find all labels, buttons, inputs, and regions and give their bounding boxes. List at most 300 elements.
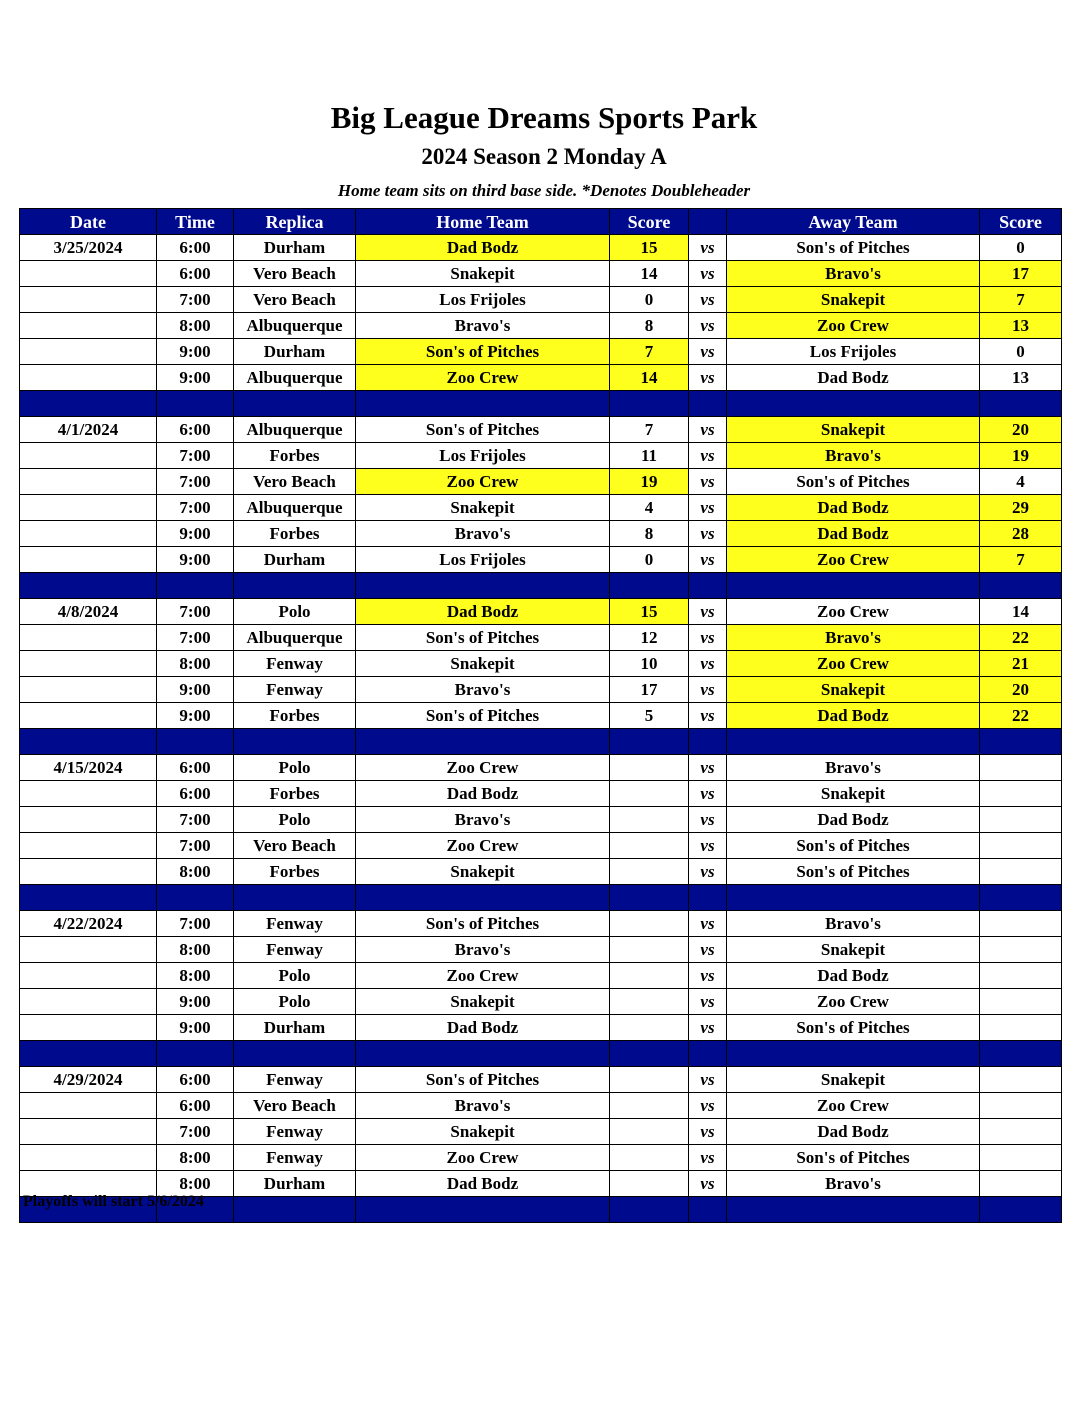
away-team: Bravo's: [727, 261, 980, 287]
home-score: 14: [610, 261, 689, 287]
game-row: [20, 1119, 1062, 1145]
game-date: [20, 703, 157, 729]
vs-label: vs: [689, 261, 727, 287]
game-field: Fenway: [234, 1067, 356, 1093]
game-date: [20, 781, 157, 807]
game-field: Fenway: [234, 1119, 356, 1145]
away-team: Son's of Pitches: [727, 833, 980, 859]
week-separator: [20, 885, 1062, 911]
game-date: [20, 677, 157, 703]
vs-label: vs: [689, 963, 727, 989]
playoffs-note: Playoffs will start 5/6/2024: [23, 1193, 204, 1210]
away-team: Snakepit: [727, 1067, 980, 1093]
game-row: [20, 911, 1062, 937]
home-score: [610, 755, 689, 781]
col-home-score-header: Score: [610, 209, 689, 235]
home-score: 7: [610, 417, 689, 443]
home-team: Zoo Crew: [356, 755, 610, 781]
game-date: [20, 807, 157, 833]
game-date: 4/22/2024: [20, 911, 157, 937]
away-score: 22: [980, 703, 1062, 729]
game-time: 8:00: [157, 859, 234, 885]
game-field: Vero Beach: [234, 261, 356, 287]
game-date: [20, 963, 157, 989]
separator-cell: [20, 573, 157, 599]
separator-cell: [727, 573, 980, 599]
game-time: 6:00: [157, 755, 234, 781]
home-score: 12: [610, 625, 689, 651]
game-field: Fenway: [234, 937, 356, 963]
game-field: Durham: [234, 339, 356, 365]
away-team: Dad Bodz: [727, 1119, 980, 1145]
away-score: 28: [980, 521, 1062, 547]
home-score: 4: [610, 495, 689, 521]
schedule-table: [19, 208, 1062, 1223]
home-team: Dad Bodz: [356, 1015, 610, 1041]
away-score: [980, 1145, 1062, 1171]
game-row: [20, 469, 1062, 495]
away-team: Dad Bodz: [727, 963, 980, 989]
separator-cell: [20, 391, 157, 417]
away-team: Bravo's: [727, 443, 980, 469]
away-score: [980, 781, 1062, 807]
home-score: [610, 937, 689, 963]
vs-label: vs: [689, 677, 727, 703]
away-team: Son's of Pitches: [727, 469, 980, 495]
separator-cell: [234, 1197, 356, 1223]
away-team: Snakepit: [727, 937, 980, 963]
away-team: Dad Bodz: [727, 521, 980, 547]
home-score: 11: [610, 443, 689, 469]
vs-label: vs: [689, 313, 727, 339]
away-team: Dad Bodz: [727, 703, 980, 729]
col-away-score-header: Score: [980, 209, 1062, 235]
away-team: Zoo Crew: [727, 989, 980, 1015]
game-time: 8:00: [157, 313, 234, 339]
home-team: Los Frijoles: [356, 287, 610, 313]
away-score: [980, 911, 1062, 937]
away-score: [980, 807, 1062, 833]
vs-label: vs: [689, 547, 727, 573]
separator-cell: [727, 1197, 980, 1223]
game-field: Albuquerque: [234, 365, 356, 391]
col-home-team-header: Home Team: [356, 209, 610, 235]
game-date: 4/8/2024: [20, 599, 157, 625]
home-score: 15: [610, 235, 689, 261]
home-score: 8: [610, 313, 689, 339]
game-field: Polo: [234, 963, 356, 989]
game-time: 9:00: [157, 521, 234, 547]
separator-cell: [689, 885, 727, 911]
page-title: Big League Dreams Sports Park: [330, 100, 758, 135]
vs-label: vs: [689, 1119, 727, 1145]
away-score: 0: [980, 339, 1062, 365]
away-team: Son's of Pitches: [727, 1015, 980, 1041]
away-score: 20: [980, 417, 1062, 443]
game-field: Polo: [234, 599, 356, 625]
home-score: 0: [610, 287, 689, 313]
away-team: Zoo Crew: [727, 599, 980, 625]
game-date: [20, 313, 157, 339]
game-date: [20, 443, 157, 469]
home-team: Dad Bodz: [356, 235, 610, 261]
game-row: [20, 755, 1062, 781]
game-field: Albuquerque: [234, 495, 356, 521]
game-time: 7:00: [157, 911, 234, 937]
separator-cell: [356, 1197, 610, 1223]
separator-cell: [234, 391, 356, 417]
away-team: Zoo Crew: [727, 651, 980, 677]
game-date: [20, 365, 157, 391]
home-score: 7: [610, 339, 689, 365]
home-team: Snakepit: [356, 495, 610, 521]
vs-label: vs: [689, 599, 727, 625]
game-field: Durham: [234, 547, 356, 573]
game-date: [20, 859, 157, 885]
home-team: Snakepit: [356, 1119, 610, 1145]
header-row: [20, 209, 1062, 235]
game-row: [20, 781, 1062, 807]
separator-cell: [157, 1041, 234, 1067]
game-row: [20, 365, 1062, 391]
game-time: 6:00: [157, 261, 234, 287]
game-row: [20, 989, 1062, 1015]
separator-cell: [980, 1197, 1062, 1223]
home-score: 0: [610, 547, 689, 573]
game-row: [20, 963, 1062, 989]
game-date: [20, 521, 157, 547]
separator-cell: [980, 1041, 1062, 1067]
game-row: [20, 287, 1062, 313]
game-row: [20, 495, 1062, 521]
home-score: [610, 1015, 689, 1041]
game-row: [20, 1067, 1062, 1093]
game-field: Fenway: [234, 651, 356, 677]
vs-label: vs: [689, 703, 727, 729]
vs-label: vs: [689, 1171, 727, 1197]
game-date: [20, 1119, 157, 1145]
game-field: Durham: [234, 1171, 356, 1197]
vs-label: vs: [689, 807, 727, 833]
game-row: [20, 417, 1062, 443]
game-time: 9:00: [157, 365, 234, 391]
col-replica-header: Replica: [234, 209, 356, 235]
vs-label: vs: [689, 1145, 727, 1171]
game-row: [20, 625, 1062, 651]
away-team: Dad Bodz: [727, 495, 980, 521]
away-team: Son's of Pitches: [727, 859, 980, 885]
separator-cell: [356, 573, 610, 599]
vs-label: vs: [689, 365, 727, 391]
game-date: [20, 833, 157, 859]
separator-cell: [727, 885, 980, 911]
game-row: [20, 313, 1062, 339]
vs-label: vs: [689, 469, 727, 495]
home-score: [610, 1171, 689, 1197]
game-row: [20, 937, 1062, 963]
away-score: 19: [980, 443, 1062, 469]
home-score: [610, 1119, 689, 1145]
home-team: Son's of Pitches: [356, 1067, 610, 1093]
away-score: [980, 833, 1062, 859]
home-score: [610, 963, 689, 989]
game-field: Fenway: [234, 1145, 356, 1171]
vs-label: vs: [689, 859, 727, 885]
away-team: Dad Bodz: [727, 365, 980, 391]
game-time: 9:00: [157, 547, 234, 573]
home-team: Zoo Crew: [356, 1145, 610, 1171]
game-time: 7:00: [157, 1119, 234, 1145]
home-score: [610, 1067, 689, 1093]
home-team: Snakepit: [356, 989, 610, 1015]
away-score: [980, 1015, 1062, 1041]
separator-cell: [610, 391, 689, 417]
game-row: [20, 1093, 1062, 1119]
away-score: [980, 989, 1062, 1015]
game-date: [20, 469, 157, 495]
home-score: 10: [610, 651, 689, 677]
game-date: 4/1/2024: [20, 417, 157, 443]
game-date: 4/29/2024: [20, 1067, 157, 1093]
away-score: 17: [980, 261, 1062, 287]
away-team: Snakepit: [727, 417, 980, 443]
game-date: [20, 547, 157, 573]
game-date: [20, 1093, 157, 1119]
game-field: Vero Beach: [234, 1093, 356, 1119]
home-team: Bravo's: [356, 313, 610, 339]
away-team: Zoo Crew: [727, 1093, 980, 1119]
away-team: Zoo Crew: [727, 547, 980, 573]
away-score: [980, 963, 1062, 989]
away-score: 20: [980, 677, 1062, 703]
game-date: [20, 937, 157, 963]
separator-cell: [20, 729, 157, 755]
separator-cell: [20, 1041, 157, 1067]
separator-cell: [234, 885, 356, 911]
game-date: [20, 989, 157, 1015]
game-field: Polo: [234, 755, 356, 781]
home-team: Son's of Pitches: [356, 417, 610, 443]
game-time: 6:00: [157, 1093, 234, 1119]
home-score: 19: [610, 469, 689, 495]
vs-label: vs: [689, 937, 727, 963]
away-score: 29: [980, 495, 1062, 521]
away-score: 4: [980, 469, 1062, 495]
game-field: Forbes: [234, 443, 356, 469]
home-score: [610, 833, 689, 859]
away-score: 14: [980, 599, 1062, 625]
game-time: 7:00: [157, 443, 234, 469]
home-team: Dad Bodz: [356, 1171, 610, 1197]
game-time: 7:00: [157, 807, 234, 833]
game-field: Durham: [234, 1015, 356, 1041]
away-score: [980, 1093, 1062, 1119]
vs-label: vs: [689, 833, 727, 859]
away-team: Son's of Pitches: [727, 1145, 980, 1171]
game-time: 7:00: [157, 599, 234, 625]
game-row: [20, 703, 1062, 729]
separator-cell: [20, 885, 157, 911]
home-team: Bravo's: [356, 807, 610, 833]
home-team: Bravo's: [356, 521, 610, 547]
home-team: Son's of Pitches: [356, 339, 610, 365]
away-score: [980, 859, 1062, 885]
home-team: Bravo's: [356, 677, 610, 703]
away-score: 7: [980, 287, 1062, 313]
game-date: [20, 339, 157, 365]
separator-cell: [356, 729, 610, 755]
vs-label: vs: [689, 651, 727, 677]
game-time: 8:00: [157, 651, 234, 677]
game-field: Fenway: [234, 677, 356, 703]
away-team: Dad Bodz: [727, 807, 980, 833]
home-team: Dad Bodz: [356, 781, 610, 807]
game-row: [20, 677, 1062, 703]
away-team: Bravo's: [727, 911, 980, 937]
game-field: Albuquerque: [234, 417, 356, 443]
home-team: Snakepit: [356, 651, 610, 677]
separator-cell: [157, 729, 234, 755]
game-date: [20, 1015, 157, 1041]
game-time: 6:00: [157, 417, 234, 443]
col-date-header: Date: [20, 209, 157, 235]
away-score: [980, 1119, 1062, 1145]
home-team: Zoo Crew: [356, 963, 610, 989]
game-field: Forbes: [234, 703, 356, 729]
game-time: 7:00: [157, 833, 234, 859]
vs-label: vs: [689, 417, 727, 443]
vs-label: vs: [689, 1093, 727, 1119]
game-time: 9:00: [157, 703, 234, 729]
home-team: Bravo's: [356, 937, 610, 963]
game-time: 7:00: [157, 287, 234, 313]
separator-cell: [689, 573, 727, 599]
game-row: [20, 859, 1062, 885]
week-separator: [20, 573, 1062, 599]
game-row: [20, 261, 1062, 287]
away-team: Son's of Pitches: [727, 235, 980, 261]
separator-cell: [356, 885, 610, 911]
separator-cell: [727, 729, 980, 755]
home-team: Son's of Pitches: [356, 911, 610, 937]
game-field: Albuquerque: [234, 625, 356, 651]
away-score: 13: [980, 365, 1062, 391]
separator-cell: [980, 729, 1062, 755]
separator-cell: [610, 729, 689, 755]
game-date: [20, 495, 157, 521]
home-score: [610, 989, 689, 1015]
week-separator: [20, 391, 1062, 417]
season-subtitle: 2024 Season 2 Monday A: [421, 144, 667, 169]
home-score: 17: [610, 677, 689, 703]
vs-label: vs: [689, 495, 727, 521]
game-field: Vero Beach: [234, 287, 356, 313]
game-time: 9:00: [157, 677, 234, 703]
home-team: Son's of Pitches: [356, 625, 610, 651]
home-team-note: Home team sits on third base side. *Denotes Doubleheader: [337, 181, 751, 200]
home-score: 8: [610, 521, 689, 547]
home-team: Snakepit: [356, 859, 610, 885]
game-row: [20, 547, 1062, 573]
away-score: [980, 937, 1062, 963]
vs-label: vs: [689, 287, 727, 313]
game-time: 7:00: [157, 469, 234, 495]
game-time: 8:00: [157, 1171, 234, 1197]
home-team: Los Frijoles: [356, 443, 610, 469]
game-time: 9:00: [157, 989, 234, 1015]
game-field: Polo: [234, 807, 356, 833]
game-field: Vero Beach: [234, 833, 356, 859]
away-team: Snakepit: [727, 781, 980, 807]
game-date: [20, 261, 157, 287]
away-team: Bravo's: [727, 755, 980, 781]
vs-label: vs: [689, 235, 727, 261]
home-team: Bravo's: [356, 1093, 610, 1119]
week-separator: [20, 729, 1062, 755]
home-score: [610, 781, 689, 807]
game-time: 7:00: [157, 625, 234, 651]
separator-cell: [727, 1041, 980, 1067]
game-time: 9:00: [157, 339, 234, 365]
home-team: Zoo Crew: [356, 365, 610, 391]
vs-label: vs: [689, 521, 727, 547]
away-team: Snakepit: [727, 287, 980, 313]
separator-cell: [689, 1197, 727, 1223]
game-time: 6:00: [157, 1067, 234, 1093]
separator-cell: [610, 1197, 689, 1223]
separator-cell: [234, 573, 356, 599]
game-time: 6:00: [157, 781, 234, 807]
home-score: [610, 807, 689, 833]
vs-label: vs: [689, 911, 727, 937]
home-team: Dad Bodz: [356, 599, 610, 625]
separator-cell: [689, 391, 727, 417]
game-row: [20, 807, 1062, 833]
game-time: 6:00: [157, 235, 234, 261]
separator-cell: [980, 573, 1062, 599]
game-time: 8:00: [157, 937, 234, 963]
game-date: 3/25/2024: [20, 235, 157, 261]
game-row: [20, 235, 1062, 261]
game-time: 8:00: [157, 963, 234, 989]
game-row: [20, 339, 1062, 365]
vs-label: vs: [689, 755, 727, 781]
home-team: Snakepit: [356, 261, 610, 287]
vs-label: vs: [689, 625, 727, 651]
home-team: Zoo Crew: [356, 469, 610, 495]
game-date: [20, 651, 157, 677]
home-score: [610, 911, 689, 937]
separator-cell: [610, 1041, 689, 1067]
home-score: [610, 1145, 689, 1171]
week-separator: [20, 1041, 1062, 1067]
game-field: Polo: [234, 989, 356, 1015]
away-team: Snakepit: [727, 677, 980, 703]
game-field: Forbes: [234, 781, 356, 807]
separator-cell: [356, 1041, 610, 1067]
away-score: 13: [980, 313, 1062, 339]
separator-cell: [234, 729, 356, 755]
home-team: Son's of Pitches: [356, 703, 610, 729]
separator-cell: [610, 885, 689, 911]
away-score: 7: [980, 547, 1062, 573]
separator-cell: [980, 885, 1062, 911]
game-time: 9:00: [157, 1015, 234, 1041]
game-field: Vero Beach: [234, 469, 356, 495]
game-time: 8:00: [157, 1145, 234, 1171]
game-date: [20, 1145, 157, 1171]
vs-label: vs: [689, 781, 727, 807]
